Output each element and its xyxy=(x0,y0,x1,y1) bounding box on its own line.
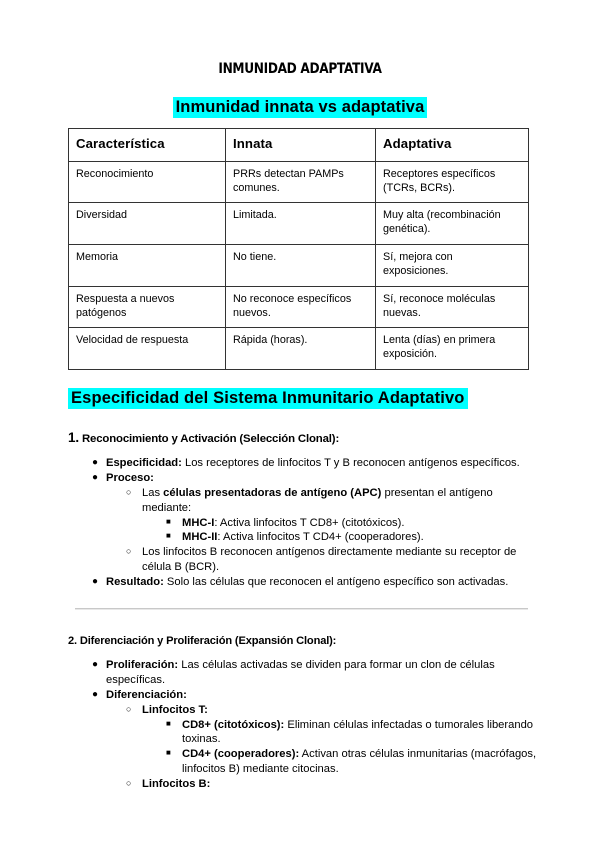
list-item xyxy=(0,471,600,575)
table-row xyxy=(69,161,529,203)
bullet-text-bold: células presentadoras de antígeno (APC) xyxy=(163,486,382,499)
bullet-text: Solo las células que reconocen el antígeno específico son activadas. xyxy=(163,576,509,589)
cell-caracteristica: Memoria xyxy=(69,245,226,287)
bullet-square-icon: ■ xyxy=(166,718,171,728)
list-item xyxy=(0,688,600,792)
bullet-label: Resultado: xyxy=(106,576,164,589)
mhc2-text: : Activa linfocitos T CD4+ (cooperadores). xyxy=(217,531,424,544)
bullet-disc-icon: ● xyxy=(92,688,99,700)
list-item xyxy=(142,747,544,777)
bullet-disc-icon: ● xyxy=(92,658,99,670)
list-item xyxy=(142,718,544,748)
bullet-label: Diferenciación: xyxy=(106,688,187,701)
cell-caracteristica: Velocidad de respuesta xyxy=(69,328,226,370)
list-item xyxy=(106,486,544,546)
cell-innata: PRRs detectan PAMPs comunes. xyxy=(226,161,376,203)
bullet-disc-icon: ● xyxy=(92,576,99,588)
cell-adaptativa: Sí, reconoce moléculas nuevas. xyxy=(376,286,529,328)
bullet-circle-icon: ○ xyxy=(126,546,132,557)
bullet-circle-icon: ○ xyxy=(126,486,132,497)
cd8-label: CD8+ (citotóxicos): xyxy=(182,718,285,731)
list-item xyxy=(106,545,544,575)
mhc2-label: MHC-II xyxy=(182,531,218,544)
table-row xyxy=(69,203,529,245)
bullet-text-post: presentan el antígeno mediante: xyxy=(142,486,493,514)
list-item xyxy=(0,456,600,471)
linfocitos-t-label: Linfocitos T: xyxy=(142,703,208,716)
cell-caracteristica: Reconocimiento xyxy=(69,161,226,203)
bullet-square-icon: ■ xyxy=(166,531,171,541)
cell-adaptativa: Receptores específicos (TCRs, BCRs). xyxy=(376,161,529,203)
mhc1-label: MHC-I xyxy=(182,516,215,529)
list-item xyxy=(106,777,544,792)
section-1-heading xyxy=(68,430,600,445)
section-1-sublist xyxy=(106,486,544,575)
section-2-sublist xyxy=(106,703,544,792)
bullet-label: Proliferación: xyxy=(106,658,179,671)
cd4-label: CD4+ (cooperadores): xyxy=(182,748,300,761)
section-1-bullet-list xyxy=(0,456,600,590)
heading-2-container xyxy=(68,389,600,408)
comparison-table xyxy=(68,128,529,370)
bullet-label: Especificidad: xyxy=(106,456,182,469)
heading-1-container xyxy=(0,98,600,117)
bullet-circle-icon: ○ xyxy=(126,703,132,714)
section-2-number: 2. xyxy=(68,634,77,647)
linfocitos-t-list xyxy=(142,718,544,778)
bullet-disc-icon: ● xyxy=(92,456,99,468)
document-title: INMUNIDAD ADAPTATIVA xyxy=(218,61,382,77)
bullet-text: Las células activadas se dividen para formar un clon de células específicas. xyxy=(106,658,495,686)
cell-adaptativa: Lenta (días) en primera exposición. xyxy=(376,328,529,370)
list-item xyxy=(0,575,600,590)
cell-innata: Rápida (horas). xyxy=(226,328,376,370)
cell-innata: Limitada. xyxy=(226,203,376,245)
table-header-caracteristica: Característica xyxy=(69,128,226,161)
mhc1-text: : Activa linfocitos T CD8+ (citotóxicos). xyxy=(214,516,405,529)
table-header-innata: Innata xyxy=(226,128,376,161)
bullet-text-pre: Las xyxy=(142,486,164,499)
list-item xyxy=(142,530,544,545)
table-row xyxy=(69,328,529,370)
bullet-text: Los receptores de linfocitos T y B reconocen antígenos específicos. xyxy=(181,456,520,469)
bullet-square-icon: ■ xyxy=(166,516,171,526)
linfocitos-b-label: Linfocitos B: xyxy=(142,778,211,791)
table-header-row xyxy=(69,128,529,161)
list-item xyxy=(142,516,544,531)
cell-caracteristica: Respuesta a nuevos patógenos xyxy=(69,286,226,328)
table-row xyxy=(69,286,529,328)
heading-innate-vs-adaptive: Inmunidad innata vs adaptativa xyxy=(173,97,428,118)
table-header-adaptativa: Adaptativa xyxy=(376,128,529,161)
list-item xyxy=(0,658,600,688)
bullet-square-icon: ■ xyxy=(166,748,171,758)
section-1-number: 1. xyxy=(68,429,79,445)
heading-specificity: Especificidad del Sistema Inmunitario Adaptativo xyxy=(68,388,468,409)
list-item xyxy=(106,703,544,777)
section-divider xyxy=(75,608,528,610)
bullet-circle-icon: ○ xyxy=(126,778,132,789)
bullet-text: Los linfocitos B reconocen antígenos directamente mediante su receptor de célula B (BCR). xyxy=(142,546,517,574)
cell-caracteristica: Diversidad xyxy=(69,203,226,245)
cell-innata: No tiene. xyxy=(226,245,376,287)
cd4-text: Activan otras células inmunitarias (macrófagos, linfocitos B) mediante citocinas. xyxy=(182,748,537,776)
cell-adaptativa: Muy alta (recombinación genética). xyxy=(376,203,529,245)
cell-innata: No reconoce específicos nuevos. xyxy=(226,286,376,328)
section-2-title: Diferenciación y Proliferación (Expansión Clonal): xyxy=(79,634,337,647)
mhc-list xyxy=(142,516,544,546)
cd8-text: Eliminan células infectadas o tumorales liberando toxinas. xyxy=(182,718,534,746)
bullet-label: Proceso: xyxy=(106,471,154,484)
bullet-disc-icon: ● xyxy=(92,471,99,483)
cell-adaptativa: Sí, mejora con exposiciones. xyxy=(376,245,529,287)
table-row xyxy=(69,245,529,287)
section-1-title: Reconocimiento y Activación (Selección Clonal): xyxy=(81,432,340,445)
section-2-bullet-list xyxy=(0,658,600,792)
section-2-heading xyxy=(68,635,600,647)
